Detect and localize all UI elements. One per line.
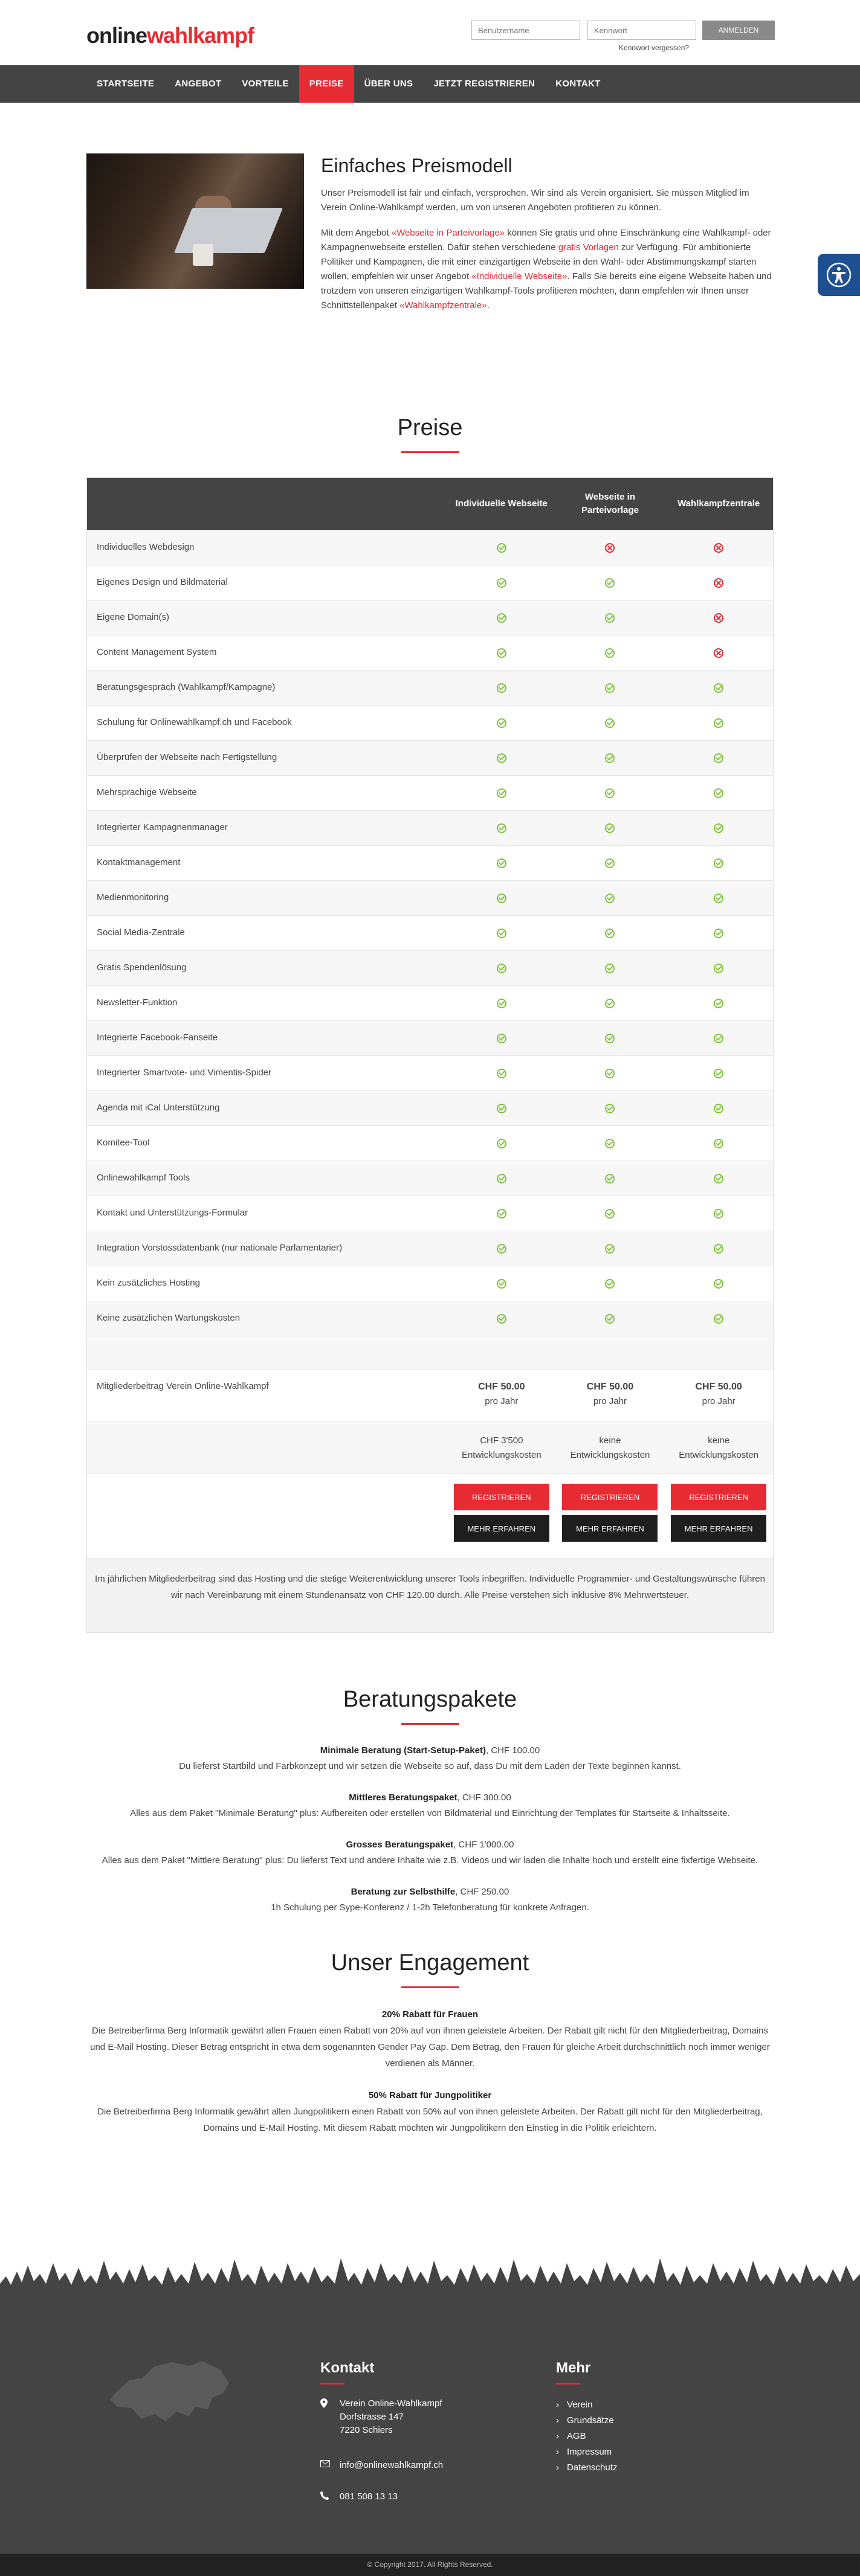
feature-cell <box>664 706 773 740</box>
check-icon <box>497 999 506 1008</box>
check-icon <box>714 1069 723 1078</box>
feature-cell <box>664 1161 773 1196</box>
feature-cell <box>447 530 556 565</box>
fee-price: CHF 50.00 <box>695 1382 742 1392</box>
feature-label: Content Management System <box>97 647 217 658</box>
fee-period: pro Jahr <box>702 1396 736 1406</box>
table-row <box>87 1196 773 1231</box>
feature-label: Schulung für Onlinewahlkampf.ch und Facebook <box>97 717 292 728</box>
check-icon <box>714 823 723 833</box>
feature-cell <box>447 881 556 915</box>
register-button[interactable]: REGISTRIEREN <box>671 1484 766 1510</box>
cross-icon <box>714 613 723 623</box>
feature-cell <box>556 1161 665 1196</box>
link-gratis-vorlagen[interactable]: gratis Vorlagen <box>558 242 619 253</box>
feature-cell <box>447 1091 556 1125</box>
feature-cell <box>664 671 773 705</box>
feature-label: Agenda mit iCal Unterstützung <box>97 1103 220 1113</box>
development-cost-row <box>87 1422 773 1473</box>
check-icon <box>605 894 615 903</box>
check-icon <box>714 1314 723 1324</box>
dev-cost: CHF 3'500 <box>480 1435 523 1446</box>
nav-angebot[interactable]: ANGEBOT <box>175 79 222 89</box>
fee-price: CHF 50.00 <box>478 1382 525 1392</box>
check-icon <box>497 1069 506 1078</box>
feature-cell <box>664 1266 773 1301</box>
footer-link-grundsaetze[interactable]: › Grundsätze <box>556 2414 614 2427</box>
feature-cell <box>556 951 665 985</box>
feature-cell <box>664 530 773 565</box>
feature-label: Überprüfen der Webseite nach Fertigstellung <box>97 752 277 763</box>
feature-cell <box>447 1161 556 1196</box>
engagement-list <box>86 2006 774 2136</box>
feature-cell <box>447 811 556 845</box>
feature-cell <box>664 1056 773 1090</box>
feature-cell <box>447 1266 556 1301</box>
feature-cell <box>447 1126 556 1161</box>
table-row <box>87 1231 773 1266</box>
feature-cell <box>556 565 665 600</box>
nav-vorteile[interactable]: VORTEILE <box>242 79 289 89</box>
nav-ueber-uns[interactable]: ÜBER UNS <box>364 79 413 89</box>
beratung-packages <box>86 1743 774 1916</box>
feature-cell <box>556 881 665 915</box>
check-icon <box>714 999 723 1008</box>
table-row <box>87 740 773 775</box>
check-icon <box>714 894 723 903</box>
footer-link-agb[interactable]: › AGB <box>556 2430 586 2443</box>
feature-label: Integrierter Smartvote- und Vimentis-Spider <box>97 1067 272 1078</box>
feature-label: Newsletter-Funktion <box>97 997 178 1008</box>
column-parteivorlage: Webseite in Parteivorlage <box>581 492 639 515</box>
feature-cell <box>447 706 556 740</box>
check-icon <box>714 929 723 938</box>
feature-cell <box>664 986 773 1020</box>
register-button[interactable]: REGISTRIEREN <box>454 1484 549 1510</box>
nav-startseite[interactable]: STARTSEITE <box>97 79 155 89</box>
table-row <box>87 600 773 635</box>
check-icon <box>497 718 506 728</box>
check-icon <box>497 1244 506 1254</box>
feature-cell <box>664 565 773 600</box>
check-icon <box>497 1279 506 1289</box>
check-icon <box>497 1209 506 1219</box>
table-row <box>87 670 773 705</box>
check-icon <box>605 999 615 1008</box>
logo[interactable]: onlinewahlkampf <box>86 23 254 48</box>
table-row <box>87 775 773 810</box>
login-button[interactable]: ANMELDEN <box>702 21 775 40</box>
feature-cell <box>556 636 665 670</box>
check-icon <box>497 578 506 588</box>
link-wahlkampfzentrale[interactable]: «Wahlkampfzentrale» <box>399 300 487 311</box>
feature-label: Individuelles Webdesign <box>97 542 195 553</box>
feature-cell <box>556 1231 665 1266</box>
check-icon <box>605 1244 615 1254</box>
register-button[interactable]: REGISTRIEREN <box>562 1484 658 1510</box>
check-icon <box>497 1314 506 1324</box>
cross-icon <box>605 543 615 553</box>
feature-label: Kontaktmanagement <box>97 857 181 868</box>
engagement-item: 20% Rabatt für Frauen Die Betreiberfirma Berg Informatik gewährt allen Frauen einen Rabatt von 20% auf von ihnen geleistete Arbeiten. Der Rabatt gilt nicht für den Mitgliederbeitrag, Domains und E-Mail Hosting. Dieser Betrag entspricht in etwa dem sogenannten Gender Pay Gap. Dem Betrag, den Frauen für gleiche Arbeit durchschnittlich noch immer weniger verdienen als Männer. <box>90 2009 770 2069</box>
check-icon <box>714 683 723 693</box>
check-icon <box>497 929 506 938</box>
feature-label: Mehrsprachige Webseite <box>97 787 197 798</box>
beratung-title: Beratungspakete <box>86 1682 774 1725</box>
table-row <box>87 565 773 600</box>
check-icon <box>497 788 506 798</box>
dev-cost-label: Entwicklungskosten <box>461 1449 542 1460</box>
feature-cell <box>556 1266 665 1301</box>
feature-cell <box>556 811 665 845</box>
feature-cell <box>447 986 556 1020</box>
check-icon <box>605 1034 615 1043</box>
feature-cell <box>664 741 773 775</box>
check-icon <box>605 718 615 728</box>
feature-label: Eigene Domain(s) <box>97 612 170 623</box>
engagement-item: 50% Rabatt für Jungpolitiker Die Betreiberfirma Berg Informatik gewährt allen Jungpolitikern einen Rabatt von 50% auf von ihnen geleistete Arbeiten. Der Rabatt gilt nicht für den Mitgliederbeitrag, Domains und E-Mail Hosting. Mit diesem Rabatt möchten wir Jungpolitikern den Einstieg in die Politik erleichtern. <box>97 2090 763 2133</box>
table-row <box>87 1055 773 1090</box>
intro-paragraph-2: Mit dem Angebot «Webseite in Parteivorlage» können Sie gratis und ohne Einschränkung eine Wahlkampf- oder Kampagnenwebseite erstellen. Dafür stehen verschiedene gratis Vorlagen zur Verfügung. Für ambitionierte Politiker und Kampagnen, die mit einer einzigartigen Webseite in den Wahl- oder Abstimmungskampf starten wollen, empfehlen wir unser Angebot «Individuelle Webseite». Falls Sie bereits eine eigene Webseite haben und trotzdem von unseren einzigartigen Wahlkampf-Tools profitieren möchten, dann empfehlen wir Ihnen unser Schnittstellenpaket «Wahlkampfzentrale». <box>321 227 772 311</box>
intro-image <box>86 153 304 289</box>
table-row <box>87 1090 773 1125</box>
check-icon <box>714 1034 723 1043</box>
feature-cell <box>447 1021 556 1055</box>
package: Grosses Beratungspaket, CHF 1'000.00 Alles aus dem Paket "Mittlere Beratung" plus: Du lieferst Text und andere Inhalte wie z.B. Videos und wir laden die Inhalte hoch und erstellt eine fixfertige Webseite. <box>102 1840 758 1866</box>
check-icon <box>605 1139 615 1148</box>
feature-label: Social Media-Zentrale <box>97 927 185 938</box>
check-icon <box>714 1244 723 1254</box>
switzerland-map-icon <box>105 2349 238 2433</box>
fee-period: pro Jahr <box>593 1396 627 1406</box>
more-info-button[interactable]: MEHR ERFAHREN <box>454 1515 549 1542</box>
feature-cell <box>556 706 665 740</box>
check-icon <box>605 578 615 588</box>
check-icon <box>497 964 506 973</box>
feature-cell <box>556 916 665 950</box>
feature-cell <box>664 916 773 950</box>
feature-cell <box>664 1126 773 1161</box>
table-row <box>87 1020 773 1055</box>
phone-icon <box>320 2491 329 2500</box>
check-icon <box>605 683 615 693</box>
check-icon <box>497 823 506 833</box>
table-row <box>87 1125 773 1161</box>
check-icon <box>714 1279 723 1289</box>
check-icon <box>497 543 506 553</box>
feature-cell <box>447 1196 556 1231</box>
feature-cell <box>556 1126 665 1161</box>
feature-label: Integrierte Facebook-Fanseite <box>97 1032 218 1043</box>
forest-silhouette <box>0 2247 860 2314</box>
intro-paragraph-1: Unser Preismodell ist fair und einfach, versprochen. Wir sind als Verein organisiert. Sie müssen Mitglied im Verein Online-Wahlkampf werden, um von unseren Angeboten profitieren zu können. <box>321 187 749 213</box>
feature-cell <box>664 951 773 985</box>
password-input[interactable] <box>587 21 696 40</box>
package: Minimale Beratung (Start-Setup-Paket), CHF 100.00 Du lieferst Startbild und Farbkonzept und wir setzen die Webseite so auf, dass Du mit dem Laden der Texte beginnen kannst. <box>179 1745 681 1771</box>
check-icon <box>605 858 615 868</box>
feature-cell <box>664 1301 773 1336</box>
action-row <box>87 1473 773 1558</box>
feature-cell <box>556 1301 665 1336</box>
check-icon <box>497 1034 506 1043</box>
table-row <box>87 705 773 740</box>
pricing-header <box>87 478 773 530</box>
check-icon <box>497 613 506 623</box>
check-icon <box>605 788 615 798</box>
feature-cell <box>556 1091 665 1125</box>
link-individuelle-webseite[interactable]: «Individuelle Webseite» <box>471 271 567 282</box>
feature-cell <box>556 601 665 635</box>
feature-cell <box>556 1196 665 1231</box>
check-icon <box>605 613 615 623</box>
feature-cell <box>664 846 773 880</box>
feature-cell <box>447 1056 556 1090</box>
feature-cell <box>664 811 773 845</box>
column-wahlkampfzentrale: Wahlkampfzentrale <box>677 498 760 509</box>
nav-kontakt[interactable]: KONTAKT <box>555 79 601 89</box>
cross-icon <box>714 648 723 658</box>
mail-icon <box>320 2460 330 2467</box>
table-row <box>87 950 773 985</box>
feature-cell <box>556 776 665 810</box>
main-nav <box>0 65 860 103</box>
fee-period: pro Jahr <box>485 1396 519 1406</box>
feature-cell <box>447 741 556 775</box>
feature-cell <box>664 1021 773 1055</box>
pricing-title: Preise <box>86 411 774 453</box>
check-icon <box>714 1104 723 1113</box>
check-icon <box>714 964 723 973</box>
feature-cell <box>447 1301 556 1336</box>
copyright: © Copyright 2017. All Rights Reserved. <box>0 2554 860 2576</box>
check-icon <box>714 788 723 798</box>
table-row <box>87 530 773 565</box>
cross-icon <box>714 578 723 588</box>
feature-label: Medienmonitoring <box>97 892 169 903</box>
link-webseite-parteivorlage[interactable]: «Webseite in Parteivorlage» <box>391 227 505 238</box>
feature-cell <box>664 636 773 670</box>
feature-cell <box>447 846 556 880</box>
nav-jetzt-registrieren[interactable]: JETZT REGISTRIEREN <box>433 79 535 89</box>
footer <box>0 2247 860 2576</box>
check-icon <box>605 929 615 938</box>
fee-price: CHF 50.00 <box>586 1382 634 1392</box>
dev-cost-label: Entwicklungskosten <box>570 1449 650 1460</box>
check-icon <box>497 1104 506 1113</box>
column-individuelle-webseite: Individuelle Webseite <box>455 498 548 509</box>
nav-preise[interactable]: PREISE <box>299 65 354 103</box>
username-input[interactable] <box>471 21 580 40</box>
table-row <box>87 1266 773 1301</box>
feature-cell <box>664 776 773 810</box>
feature-cell <box>664 1196 773 1231</box>
check-icon <box>497 894 506 903</box>
feature-cell <box>447 636 556 670</box>
footer-email-link[interactable]: info@onlinewahlkampf.ch <box>320 2459 443 2472</box>
package: Beratung zur Selbsthilfe, CHF 250.00 1h Schulung per Sype-Konferenz / 1-2h Telefonberatung für konkrete Anfragen. <box>271 1887 589 1913</box>
check-icon <box>605 1209 615 1219</box>
check-icon <box>605 964 615 973</box>
table-row <box>87 985 773 1020</box>
feature-cell <box>664 601 773 635</box>
feature-label: Keine zusätzlichen Wartungskosten <box>97 1313 241 1324</box>
feature-cell <box>447 671 556 705</box>
pricing-table <box>86 477 774 1633</box>
feature-label: Komitee-Tool <box>97 1138 150 1148</box>
table-row <box>87 845 773 880</box>
check-icon <box>714 1174 723 1183</box>
cross-icon <box>714 543 723 553</box>
header <box>0 0 860 65</box>
dev-cost: keine <box>599 1435 621 1446</box>
check-icon <box>605 1174 615 1183</box>
feature-cell <box>556 1021 665 1055</box>
check-icon <box>497 1139 506 1148</box>
feature-cell <box>447 916 556 950</box>
table-row <box>87 810 773 845</box>
feature-label: Eigenes Design und Bildmaterial <box>97 577 228 588</box>
table-row <box>87 880 773 915</box>
feature-cell <box>664 1091 773 1125</box>
check-icon <box>714 858 723 868</box>
footer-phone: 081 508 13 13 <box>320 2490 398 2504</box>
feature-label: Beratungsgespräch (Wahlkampf/Kampagne) <box>97 682 276 693</box>
check-icon <box>605 1069 615 1078</box>
check-icon <box>605 1104 615 1113</box>
feature-cell <box>556 846 665 880</box>
accessibility-button[interactable] <box>818 254 860 296</box>
check-icon <box>605 648 615 658</box>
feature-cell <box>447 951 556 985</box>
engagement-title: Unser Engagement <box>86 1946 774 1988</box>
check-icon <box>497 683 506 693</box>
feature-cell <box>664 881 773 915</box>
check-icon <box>497 858 506 868</box>
feature-cell <box>447 776 556 810</box>
check-icon <box>605 823 615 833</box>
intro-section <box>86 103 774 411</box>
table-row <box>87 1301 773 1336</box>
location-icon <box>320 2398 328 2408</box>
check-icon <box>605 1279 615 1289</box>
feature-label: Gratis Spendenlösung <box>97 962 187 973</box>
check-icon <box>714 1209 723 1219</box>
footer-address: Verein Online-Wahlkampf Dorfstrasse 147 7220 Schiers <box>320 2397 442 2437</box>
check-icon <box>497 1174 506 1183</box>
footer-link-verein[interactable]: › Verein <box>556 2398 593 2412</box>
check-icon <box>605 753 615 763</box>
footer-more-title: Mehr <box>556 2357 590 2384</box>
fee-row <box>87 1370 773 1422</box>
feature-cell <box>447 565 556 600</box>
check-icon <box>497 753 506 763</box>
dev-cost-label: Entwicklungskosten <box>679 1449 759 1460</box>
fee-label: Mitgliederbeitrag Verein Online-Wahlkampf <box>97 1381 269 1391</box>
check-icon <box>714 718 723 728</box>
feature-cell <box>556 741 665 775</box>
footer-contact-title: Kontakt <box>320 2357 374 2384</box>
footer-link-datenschutz[interactable]: › Datenschutz <box>556 2461 617 2475</box>
feature-cell <box>556 1056 665 1090</box>
intro-title: Einfaches Preismodell <box>321 155 512 176</box>
feature-label: Onlinewahlkampf Tools <box>97 1173 190 1183</box>
table-row <box>87 635 773 670</box>
feature-label: Kontakt und Unterstützungs-Formular <box>97 1208 248 1219</box>
check-icon <box>714 1139 723 1148</box>
feature-label: Kein zusätzliches Hosting <box>97 1278 200 1289</box>
check-icon <box>497 648 506 658</box>
accessibility-icon <box>826 262 852 288</box>
feature-label: Integration Vorstossdatenbank (nur nationale Parlamentarier) <box>97 1243 343 1254</box>
forgot-password-link[interactable]: Kennwort vergessen? <box>619 43 690 52</box>
pricing-note: Im jährlichen Mitgliederbeitrag sind das Hosting und die stetige Weiterentwicklung unserer Tools inbegriffen. Individuelle Programmier- und Gestaltungswünsche führen wir nach Vereinbarung mit einem Stundenansatz von CHF 120.00 durch. Alle Preise verstehen sich inklusive 8% Mehrwertsteuer. <box>87 1558 773 1632</box>
feature-label: Integrierter Kampagnenmanager <box>97 822 228 833</box>
feature-cell <box>556 671 665 705</box>
package: Mittleres Beratungspaket, CHF 300.00 Alles aus dem Paket "Minimale Beratung" plus: Aufbereiten oder erstellen von Bildmaterial und Einrichtung der Templates für Startseite & Inhaltsseite. <box>130 1792 730 1818</box>
more-info-button[interactable]: MEHR ERFAHREN <box>562 1515 658 1542</box>
table-row <box>87 1161 773 1196</box>
dev-cost: keine <box>708 1435 730 1446</box>
feature-cell <box>556 530 665 565</box>
feature-cell <box>556 986 665 1020</box>
check-icon <box>605 1314 615 1324</box>
footer-link-impressum[interactable]: › Impressum <box>556 2446 612 2459</box>
feature-cell <box>664 1231 773 1266</box>
more-info-button[interactable]: MEHR ERFAHREN <box>671 1515 766 1542</box>
feature-cell <box>447 601 556 635</box>
table-row <box>87 915 773 950</box>
feature-cell <box>447 1231 556 1266</box>
check-icon <box>714 753 723 763</box>
